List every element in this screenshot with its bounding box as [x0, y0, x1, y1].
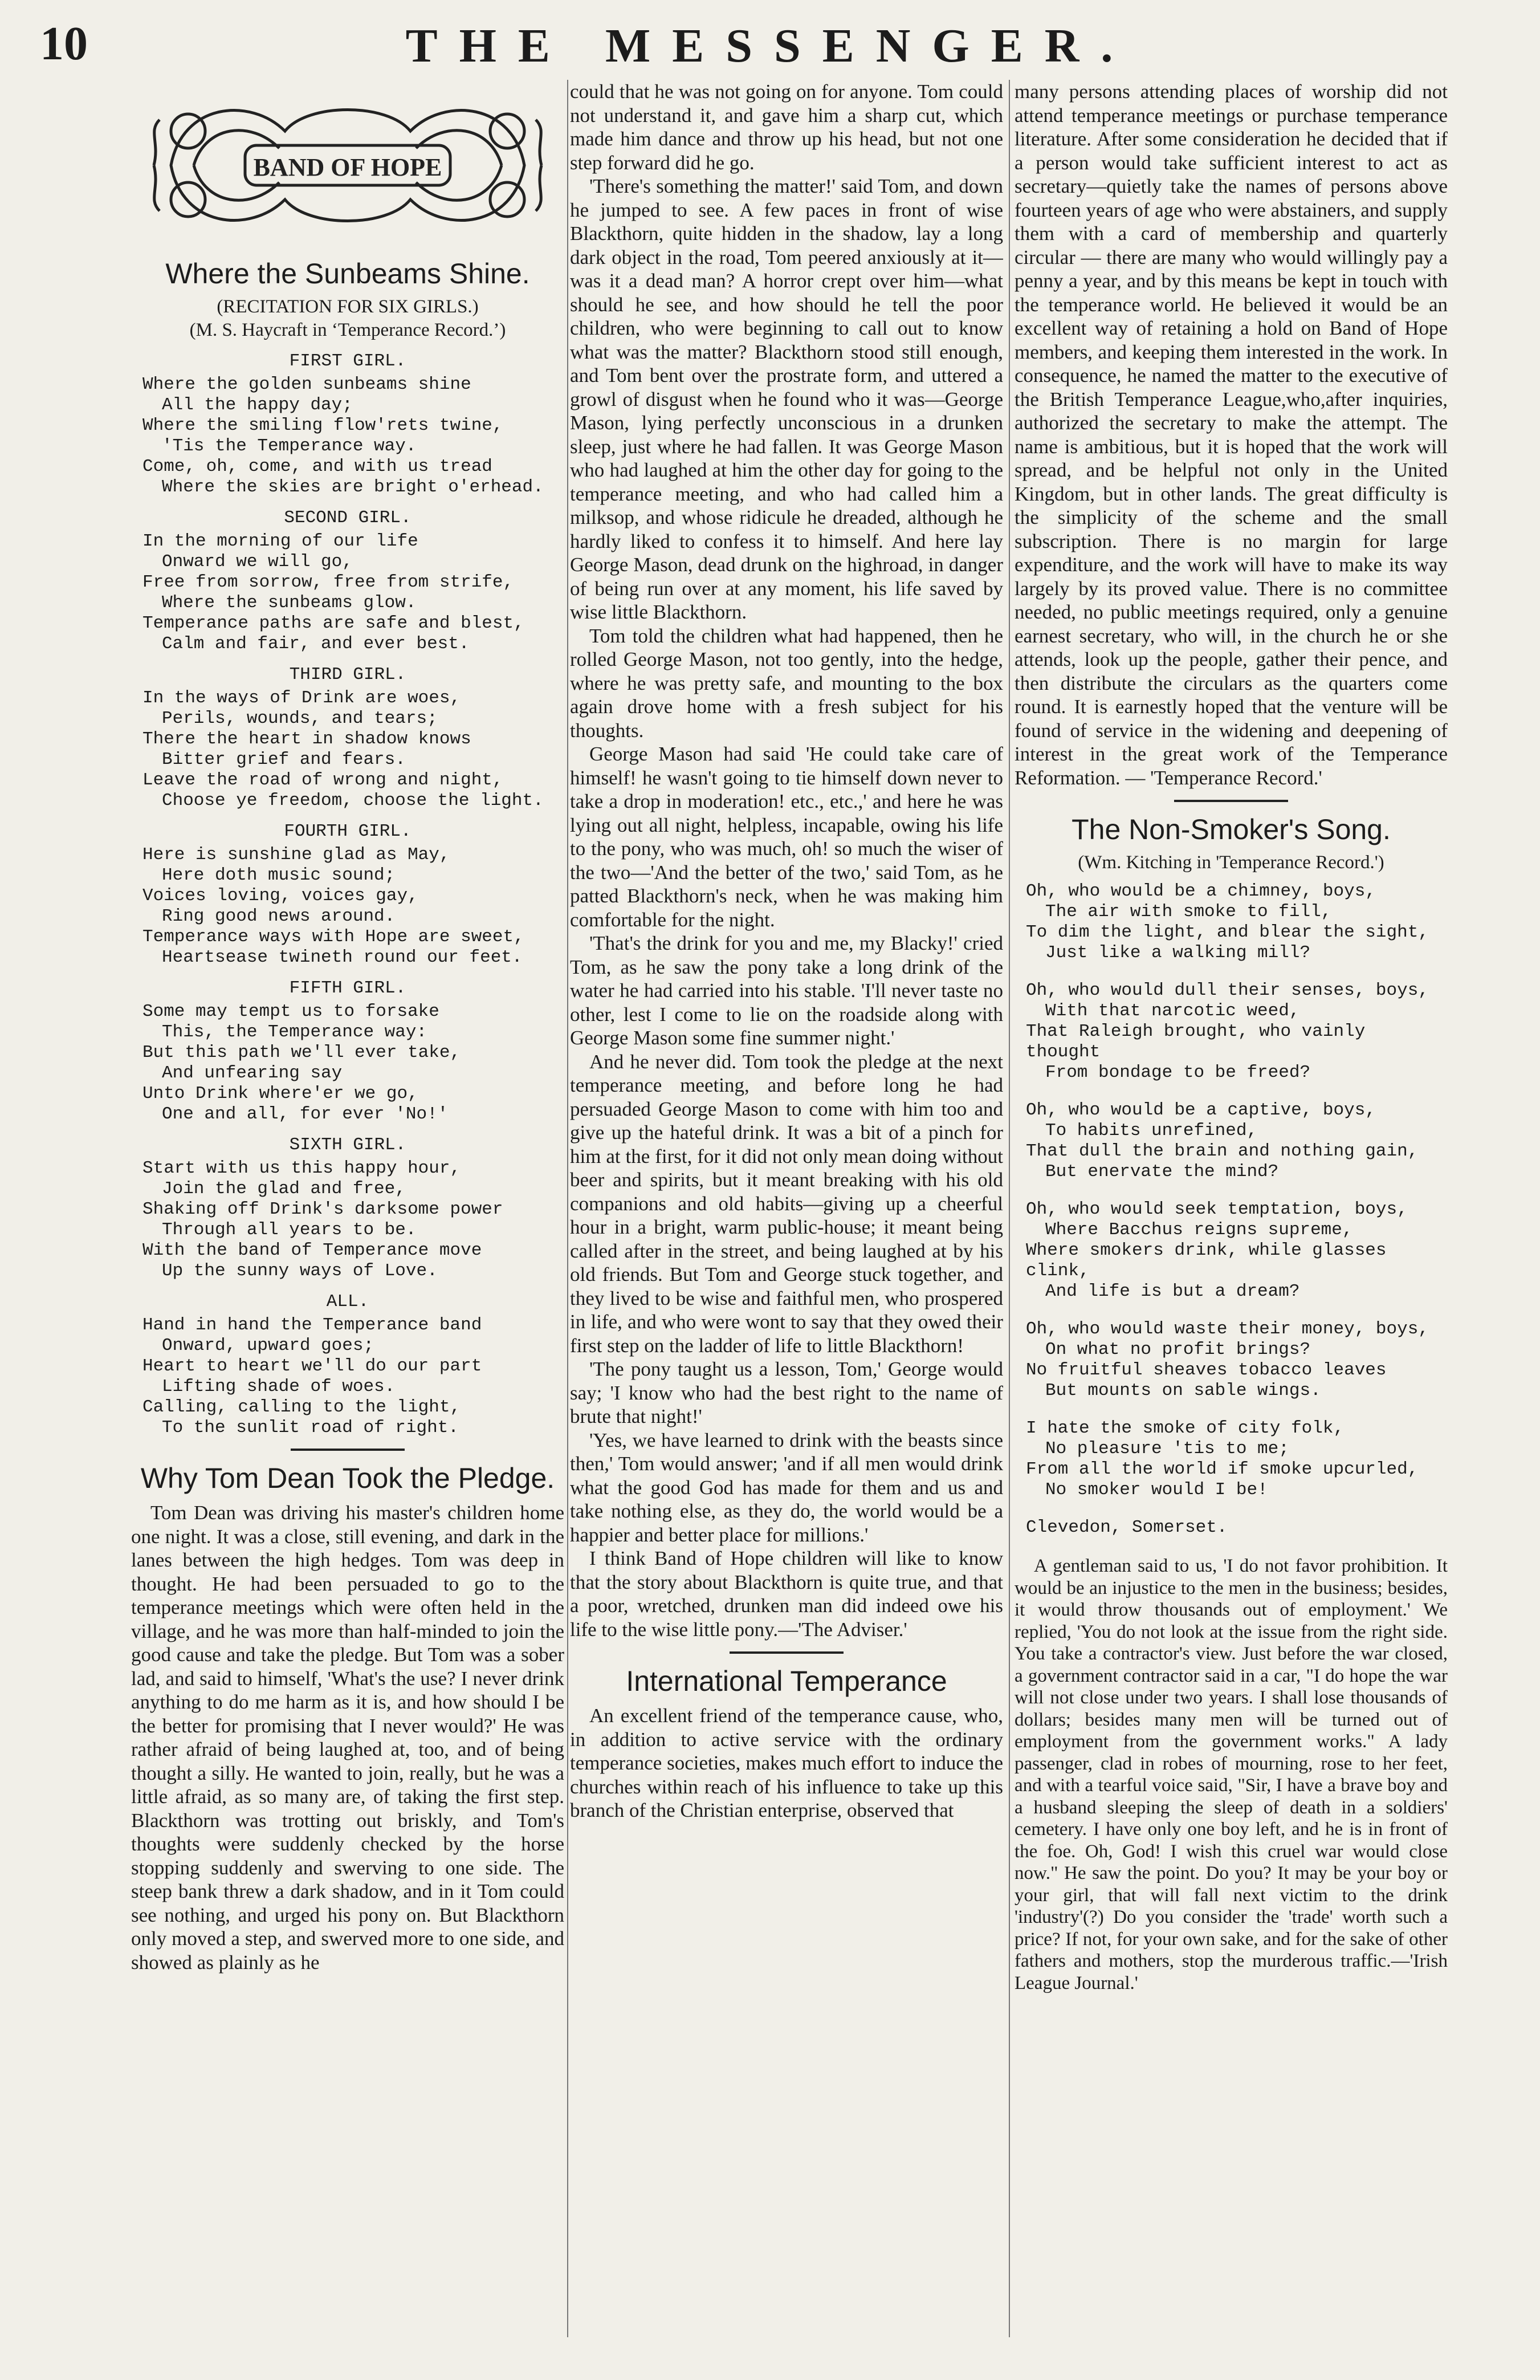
- verse-line: Here is sunshine glad as May,: [142, 845, 450, 865]
- song-stanza: [1015, 1319, 1448, 1401]
- verse-line: Calm and fair, and ever best.: [162, 634, 470, 654]
- section-divider: [291, 1449, 405, 1451]
- story-paragraph: George Mason had said 'He could take care of himself! he wasn't going to tie himself down never to take a drop in moderation! etc., etc.,' and here he was lying out all night, helpless, incapable, owing his life to the pony, who was much, oh! so much the wiser of the two—'And the better of the two,' said Tom, as he patted Blackthorn's neck, when he was making him comfortable for the night.: [570, 743, 1003, 931]
- story-paragraph: I think Band of Hope children will like to know that the story about Blackthorn is quite true, and that a poor, wretched, drunken man did indeed owe his life to the wise little pony.—'The Adviser.': [570, 1547, 1003, 1641]
- stanza: [131, 375, 564, 498]
- column-divider: [567, 80, 568, 2337]
- song-line: On what no profit brings?: [1045, 1340, 1311, 1360]
- verse-line: Through all years to be.: [162, 1220, 417, 1240]
- song-line: That dull the brain and nothing gain,: [1026, 1141, 1419, 1161]
- song-line: The air with smoke to fill,: [1045, 902, 1332, 922]
- story-paragraph: Tom Dean was driving his master's children home one night. It was a close, still evening, and dark in the lanes between the high hedges. Tom was deep in thought. He had been persuaded to go to the temperance meetings which were often held in the village, and he was more than half-minded to join the good cause and take the pledge. But Tom was a sober lad, and said to himself, 'What's the use? I never drink anything to do me harm as it is, and how should I be the better for promising that I never would?' He was rather afraid of being laughed at, too, and of being thought a silly. He wanted to join, really, but he was a little afraid, as so many are, of taking the first step. Blackthorn was trotting out briskly, and Tom's thoughts were suddenly checked by the horse stopping suddenly and swerving to one side. The steep bank threw a dark shadow, and in it Tom could see nothing, and urged his pony on. But Blackthorn only moved a step, and swerved more to one side, and showed as plainly as he: [131, 1502, 564, 1974]
- verse-line: Where the skies are bright o'erhead.: [162, 477, 544, 497]
- article-continuation: many persons attending places of worship did not attend temperance meetings or purchase temperance literature. After some consideration he decided that if a person would take sufficient interest to act as secretary—quietly take the names of persons above fourteen years of age who were abstainers, and supply them with a card of membership and quarterly circular — there are many who would willingly pay a penny a year, and by this means be kept in touch with the temperance world. He believed it would be an excellent way of retaining a hold on Band of Hope members, and keeping them interested in the work. In consequence, he named the matter to the executive of the British Temperance League,who,after inquiries, authorized the secretary to make the attempt. The name is ambitious, but it is hoped that the work will spread, and be helpful not only in the United Kingdom, but in other lands. The great difficulty is the simplicity of the scheme and the small subscription. There is no margin for large expenditure, and the work will have to make its way largely by its proved value. There is no committee needed, no public meetings required, only a genuine earnest secretary, who will, in the church he or she attends, look up the people, gather their pence, and then distribute the circulars as the quarters come round. It is earnestly hoped that the venture will be found of service in the widening and deepening of interest in the great work of the Temperance Reformation. — 'Temperance Record.': [1015, 80, 1448, 789]
- verse-line: To the sunlit road of right.: [162, 1418, 459, 1438]
- verse-line: This, the Temperance way:: [162, 1022, 427, 1042]
- stanza: [131, 688, 564, 811]
- verse-line: Bitter grief and fears.: [162, 750, 406, 770]
- verse-line: Onward, upward goes;: [162, 1336, 374, 1356]
- poem-title: Where the Sunbeams Shine.: [165, 258, 530, 290]
- verse-line: Hand in hand the Temperance band: [142, 1315, 482, 1335]
- song-line: From all the world if smoke upcurled,: [1026, 1459, 1419, 1479]
- column-3: [1015, 80, 1448, 2360]
- story-paragraph: Tom told the children what had happened, then he rolled George Mason, not too gently, into the hedge, where he was pretty safe, and mounting to the box again drove home with a fresh subject for his thoughts.: [570, 624, 1003, 742]
- verse-line: Where the smiling flow'rets twine,: [142, 416, 503, 436]
- stanza: [131, 1002, 564, 1125]
- story-paragraph: 'That's the drink for you and me, my Blacky!' cried Tom, as he saw the pony take a long drink of the water he had carried into his stable. 'I'll never taste no other, lest I come to lie on the roadside along with George Mason some fine summer night.': [570, 932, 1003, 1049]
- verse-line: Voices loving, voices gay,: [142, 886, 418, 906]
- verse-line: Perils, wounds, and tears;: [162, 709, 438, 729]
- song-stanzas: [1015, 881, 1448, 1500]
- verse-line: Heartsease twineth round our feet.: [162, 947, 523, 967]
- page-number: 10: [40, 17, 88, 70]
- verse-line: Join the glad and free,: [162, 1179, 406, 1199]
- section-divider: [1174, 800, 1288, 802]
- story-title: Why Tom Dean Took the Pledge.: [140, 1462, 555, 1494]
- story-continuation: [570, 80, 1003, 1641]
- song-place: Clevedon, Somerset.: [1026, 1517, 1228, 1537]
- verse-line: Temperance ways with Hope are sweet,: [142, 927, 524, 947]
- stanza: [131, 845, 564, 968]
- stanza-heading: SECOND GIRL.: [284, 508, 412, 528]
- closing-paragraph: A gentleman said to us, 'I do not favor prohibition. It would be an injustice to the men in the business; besides, it would throw thousands out of employment.' We replied, 'You do not look at the issue from the right side. You take a contractor's view. Just before the war closed, a government contractor said in a car, "I do hope the war will not close under two years. I shall lose thousands of dollars; besides many men will be turned out of employment from the government works." A lady passenger, clad in robes of mourning, rose to her feet, and with a tearful voice said, "Sir, I have a brave boy and a husband sleeping the sleep of death in a soldiers' cemetery. I have only one boy left, and he is in front of the foe. Oh, God! I wish this cruel war would close now." He saw the point. Do you? It may be your boy or your girl, that will fall next victim to the drink 'industry'(?) Do you consider the 'trade' worth such a price? If not, for your own sake, and for the sake of other fathers and mothers, stop the murderous traffic.—'Irish League Journal.': [1015, 1556, 1448, 1993]
- verse-line: Shaking off Drink's darksome power: [142, 1199, 503, 1219]
- song-line: No fruitful sheaves tobacco leaves: [1026, 1360, 1387, 1380]
- banner-text: BAND OF HOPE: [253, 153, 442, 181]
- band-of-hope-banner: [137, 80, 559, 251]
- poem-stanzas: [131, 351, 564, 1438]
- poem-subtitle: (RECITATION FOR SIX GIRLS.): [217, 296, 479, 317]
- song-line: From bondage to be freed?: [1045, 1063, 1311, 1083]
- poem-author: (M. S. Haycraft in ‘Temperance Record.’): [189, 320, 506, 340]
- article-paragraph: An excellent friend of the temperance cause, who, in addition to active service with the ordinary temperance societies, makes much effort to induce the churches within reach of his influence to take up this branch of the Christian enterprise, observed that: [570, 1704, 1003, 1821]
- song-stanza: [1015, 981, 1448, 1083]
- song-line: I hate the smoke of city folk,: [1026, 1418, 1345, 1438]
- verse-line: But this path we'll ever take,: [142, 1043, 461, 1063]
- song-stanza: [1015, 1199, 1448, 1302]
- verse-line: Heart to heart we'll do our part: [142, 1356, 482, 1376]
- song-line: Oh, who would seek temptation, boys,: [1026, 1199, 1408, 1219]
- verse-line: Where the golden sunbeams shine: [142, 375, 471, 394]
- stanza-heading: SIXTH GIRL.: [289, 1135, 406, 1155]
- verse-line: Temperance paths are safe and blest,: [142, 613, 524, 633]
- stanza-heading: FIRST GIRL.: [289, 351, 406, 371]
- song-line: No smoker would I be!: [1045, 1480, 1268, 1500]
- verse-line: Here doth music sound;: [162, 865, 396, 885]
- stanza-heading: THIRD GIRL.: [289, 665, 406, 685]
- stanza: [131, 1158, 564, 1281]
- story-paragraph: And he never did. Tom took the pledge at the next temperance meeting, and before long he had persuaded George Mason to come with him too and give up the hateful drink. It was a bit of a pinch for him at the first, for it did not only mean doing without beer and spirits, but it meant breaking with his old companions and old habits—giving up a cheerful hour in a bright, warm public-house; it meant being called after in the street, and being laughed at by his old friends. But Tom and George stuck together, and they lived to be wise and faithful men, who prospered in life, and who were wont to say that they owed their first step on the ladder of life to little Blackthorn!: [570, 1050, 1003, 1357]
- verse-line: In the morning of our life: [142, 531, 418, 551]
- verse-line: Some may tempt us to forsake: [142, 1002, 439, 1022]
- song-line: And life is but a dream?: [1045, 1281, 1300, 1301]
- verse-line: Come, oh, come, and with us tread: [142, 457, 492, 477]
- verse-line: Start with us this happy hour,: [142, 1158, 461, 1178]
- song-title: The Non-Smoker's Song.: [1072, 813, 1391, 845]
- verse-line: Lifting shade of woes.: [162, 1377, 396, 1397]
- verse-line: Where the sunbeams glow.: [162, 593, 417, 613]
- song-line: Where Bacchus reigns supreme,: [1045, 1220, 1353, 1240]
- song-line: To dim the light, and blear the sight,: [1026, 922, 1429, 942]
- song-author: (Wm. Kitching in 'Temperance Record.'): [1078, 852, 1384, 873]
- verse-line: Unto Drink where'er we go,: [142, 1084, 418, 1104]
- stanza-heading: FOURTH GIRL.: [284, 821, 412, 841]
- verse-line: All the happy day;: [162, 395, 353, 415]
- verse-line: Calling, calling to the light,: [142, 1397, 461, 1417]
- song-stanza: [1015, 1418, 1448, 1500]
- verse-line: With the band of Temperance move: [142, 1240, 482, 1260]
- article-title: International Temperance: [626, 1665, 947, 1697]
- song-stanza: [1015, 1100, 1448, 1182]
- song-line: Where smokers drink, while glasses clink,: [1026, 1240, 1387, 1281]
- song-line: But mounts on sable wings.: [1045, 1381, 1321, 1401]
- column-1: [131, 80, 564, 2360]
- stanza-heading: FIFTH GIRL.: [289, 978, 406, 998]
- verse-line: Leave the road of wrong and night,: [142, 770, 503, 790]
- verse-line: In the ways of Drink are woes,: [142, 688, 461, 708]
- section-divider: [730, 1651, 844, 1654]
- verse-line: Free from sorrow, free from strife,: [142, 572, 514, 592]
- column-divider: [1009, 80, 1010, 2337]
- song-line: To habits unrefined,: [1045, 1121, 1258, 1141]
- story-paragraph: 'The pony taught us a lesson, Tom,' George would say; 'I know who had the best right to the name of brute that night!': [570, 1358, 1003, 1427]
- story-paragraph: could that he was not going on for anyone. Tom could not understand it, and gave him a sharp cut, which made him dance and throw up his head, but not one step forward did he go.: [570, 80, 1003, 174]
- song-line: With that narcotic weed,: [1045, 1001, 1300, 1021]
- newspaper-title: THE MESSENGER.: [405, 19, 1135, 72]
- song-stanza: [1015, 881, 1448, 963]
- column-2: [570, 80, 1003, 2360]
- song-line: But enervate the mind?: [1045, 1162, 1279, 1182]
- song-line: Oh, who would dull their senses, boys,: [1026, 981, 1429, 1000]
- song-line: Oh, who would be a chimney, boys,: [1026, 881, 1376, 901]
- verse-line: And unfearing say: [162, 1063, 343, 1083]
- song-line: Oh, who would waste their money, boys,: [1026, 1319, 1429, 1339]
- masthead: [23, 10, 1517, 79]
- verse-line: Up the sunny ways of Love.: [162, 1261, 438, 1281]
- verse-line: Choose ye freedom, choose the light.: [162, 791, 544, 811]
- verse-line: 'Tis the Temperance way.: [162, 436, 417, 456]
- verse-line: Onward we will go,: [162, 552, 353, 572]
- stanza-heading: ALL.: [326, 1292, 369, 1312]
- song-line: No pleasure 'tis to me;: [1045, 1439, 1289, 1459]
- story-paragraph: 'There's something the matter!' said Tom, and down he jumped to see. A few paces in front of wise Blackthorn, quite hidden in the shadow, lay a long dark object in the road, Tom peered anxiously at it—was it a dead man? A horror crept over him—what should he see, and how should he tell the poor children, who were beginning to call out to know what was the matter? Blackthorn stood still enough, and Tom bent over the prostrate form, and uttered a growl of disgust when he found who it was—George Mason, lying perfectly unconscious in a drunken sleep, just where he had fallen. It was George Mason who had laughed at him the other day for going to the temperance meeting, and who had called him a milksop, and whose ridicule he dreaded, although he hardly liked to confess it to himself. And here lay George Mason, dead drunk on the highroad, in danger of being run over at any moment, his life saved by wise little Blackthorn.: [570, 175, 1003, 623]
- song-line: That Raleigh brought, who vainly thought: [1026, 1022, 1366, 1062]
- song-line: Oh, who would be a captive, boys,: [1026, 1100, 1376, 1120]
- stanza: [131, 1315, 564, 1438]
- song-line: Just like a walking mill?: [1045, 943, 1311, 963]
- verse-line: One and all, for ever 'No!': [162, 1104, 449, 1124]
- story-paragraph: 'Yes, we have learned to drink with the beasts since then,' Tom would answer; 'and if all men would drink what the good God has made for them and us and take nothing else, as they do, the world would be a happier and better place for millions.': [570, 1429, 1003, 1546]
- verse-line: There the heart in shadow knows: [142, 729, 471, 749]
- verse-line: Ring good news around.: [162, 906, 396, 926]
- stanza: [131, 531, 564, 654]
